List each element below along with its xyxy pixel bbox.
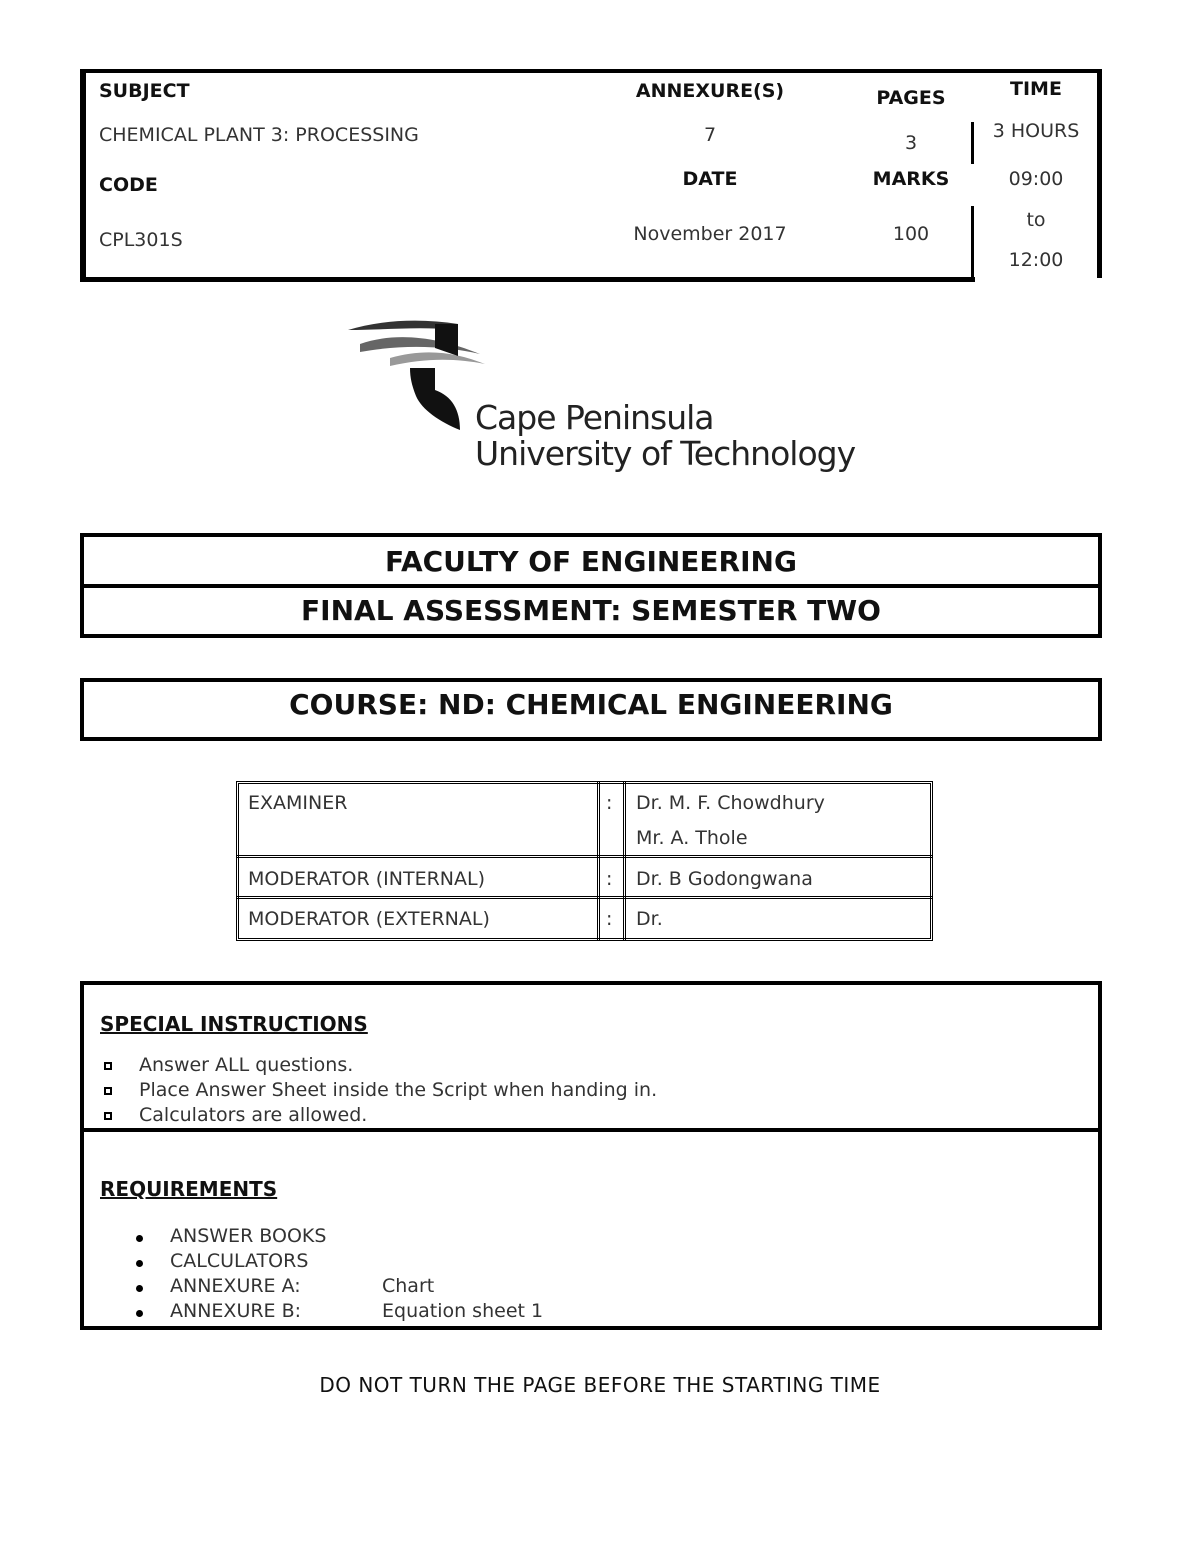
examiner-1: Dr. M. F. Chowdhury [636,792,825,814]
logo-line-1: Cape Peninsula [475,398,714,437]
colon: : [606,908,613,930]
square-bullet-icon [104,1062,112,1070]
annexures-label: ANNEXURE(S) [635,80,785,102]
square-bullet-icon [104,1087,112,1095]
footer-notice: DO NOT TURN THE PAGE BEFORE THE STARTING TIME [319,1373,881,1397]
time-label: TIME [1010,78,1062,100]
bullet-icon [136,1235,143,1242]
moderator-external-label: MODERATOR (EXTERNAL) [248,908,490,930]
faculty-title: FACULTY OF ENGINEERING [385,545,797,578]
special-instructions-heading: SPECIAL INSTRUCTIONS [100,1012,368,1036]
code-value: CPL301S [99,229,183,251]
course-title: COURSE: ND: CHEMICAL ENGINEERING [289,688,893,721]
faculty-box [80,533,1102,638]
subject-label: SUBJECT [99,80,190,102]
faculty-divider [84,584,1098,588]
requirement-value: Equation sheet 1 [382,1300,544,1322]
colon: : [606,792,613,814]
time-to: to [1026,209,1046,231]
pages-label: PAGES [876,87,946,109]
course-box [80,678,1102,741]
bullet-icon [136,1285,143,1292]
instruction-item: Place Answer Sheet inside the Script when handing in. [139,1079,658,1101]
requirement-label: ANNEXURE B: [170,1300,302,1322]
header-border-top [80,69,1102,73]
marks-value: 100 [892,223,930,245]
logo-line-2: University of Technology [475,434,856,473]
table-divider [236,855,933,858]
bullet-icon [136,1310,143,1317]
header-border-right [1097,69,1102,278]
examiner-2: Mr. A. Thole [636,827,748,849]
requirement-label: ANSWER BOOKS [170,1225,327,1247]
instruction-item: Calculators are allowed. [139,1104,368,1126]
moderator-internal-value: Dr. B Godongwana [636,868,813,890]
annexures-value: 7 [703,124,717,146]
subject-value: CHEMICAL PLANT 3: PROCESSING [99,124,419,146]
university-logo [340,318,856,473]
moderator-external-value: Dr. [636,908,663,930]
marks-label: MARKS [872,168,950,190]
bullet-icon [136,1260,143,1267]
instruction-item: Answer ALL questions. [139,1054,354,1076]
header-border-left [80,69,86,282]
square-bullet-icon [104,1112,112,1120]
time-start: 09:00 [1008,168,1064,190]
requirement-value: Chart [382,1275,435,1297]
instructions-divider [80,1128,1102,1132]
table-divider [236,896,933,899]
requirements-heading: REQUIREMENTS [100,1177,278,1201]
table-divider [623,781,626,941]
examiner-label: EXAMINER [248,792,348,814]
date-value: November 2017 [633,223,787,245]
colon: : [606,868,613,890]
header-border-bottom [80,277,975,282]
time-end: 12:00 [1008,249,1064,271]
requirement-label: CALCULATORS [170,1250,309,1272]
time-value: 3 HOURS [992,120,1080,142]
code-label: CODE [99,174,158,196]
moderator-internal-label: MODERATOR (INTERNAL) [248,868,485,890]
assessment-title: FINAL ASSESSMENT: SEMESTER TWO [301,594,881,627]
table-divider [597,781,600,941]
pages-value: 3 [904,132,918,154]
date-label: DATE [682,168,738,190]
requirement-label: ANNEXURE A: [170,1275,301,1297]
